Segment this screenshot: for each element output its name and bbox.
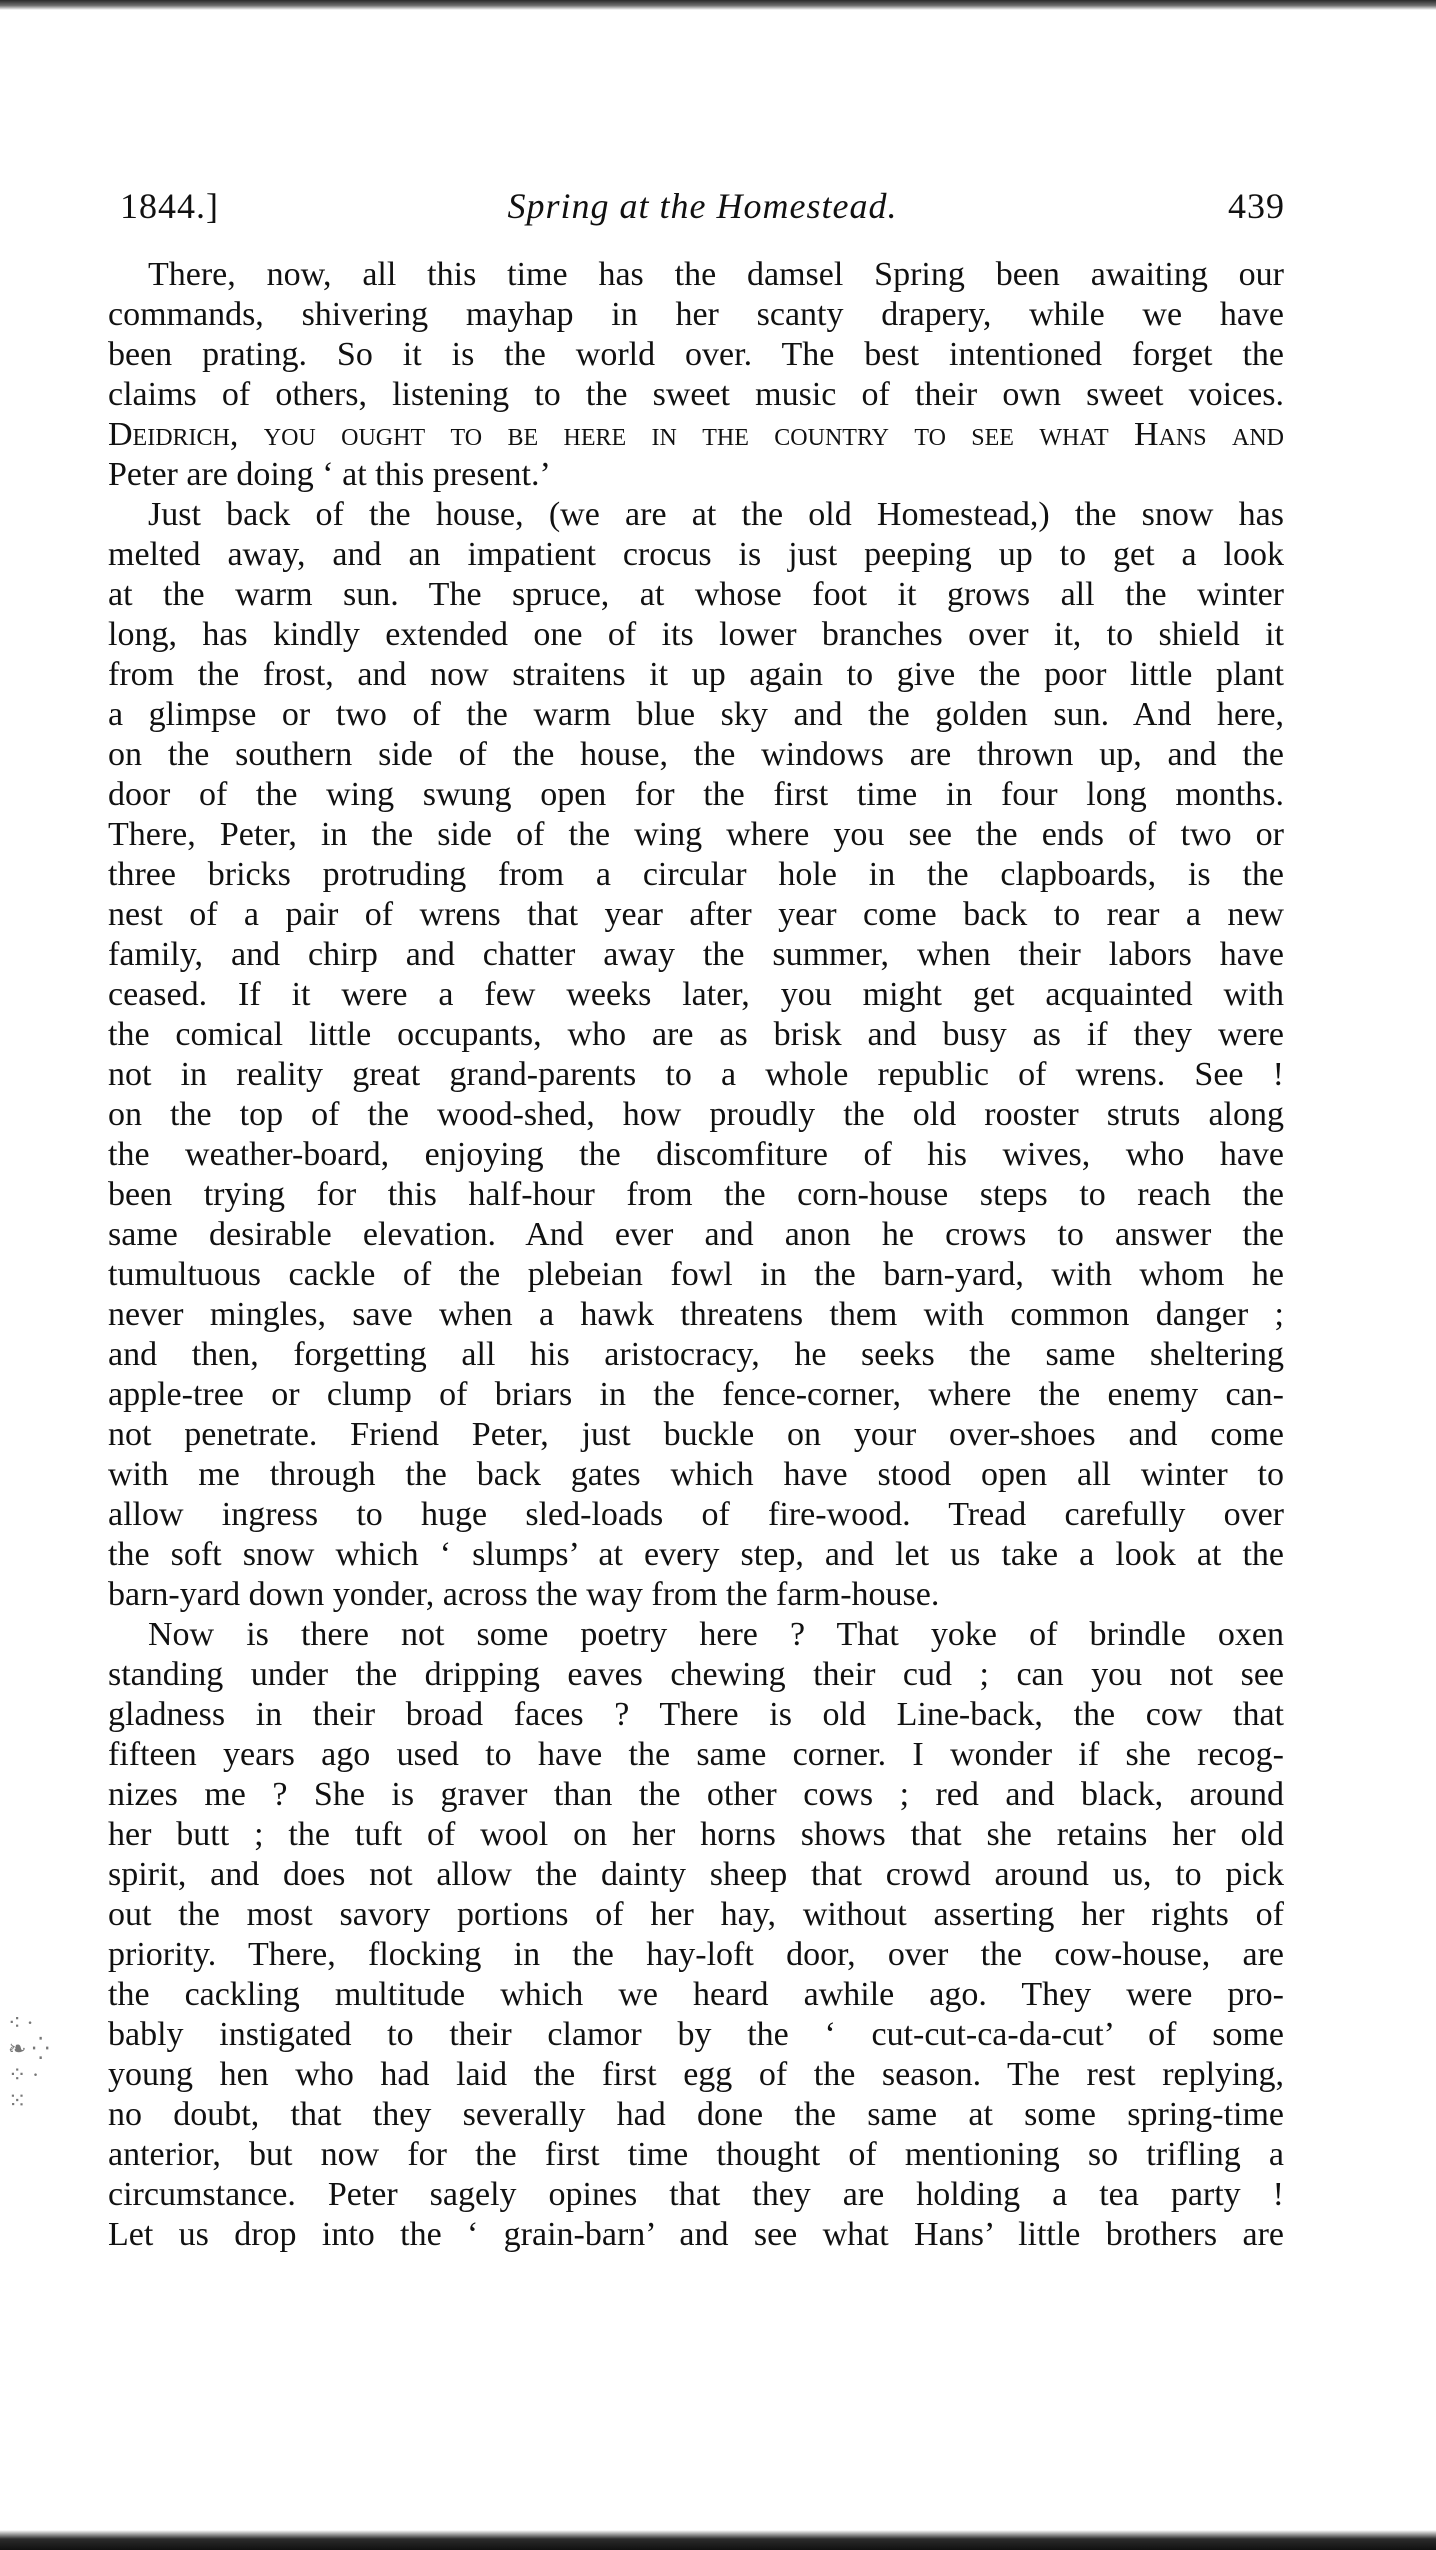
text-line: and then, forgetting all his aristocracy, he seeks the same sheltering	[108, 1336, 1284, 1373]
text-line: never mingles, save when a hawk threatens them with common danger ;	[108, 1296, 1284, 1333]
text-line: door of the wing swung open for the first time in four long months.	[108, 776, 1284, 813]
text-line: gladness in their broad faces ? There is old Line-back, the cow that	[108, 1696, 1284, 1733]
text-line: circumstance. Peter sagely opines that they are holding a tea party !	[108, 2176, 1284, 2213]
text-line: There, Peter, in the side of the wing where you see the ends of two or	[108, 816, 1284, 853]
text-line: from the frost, and now straitens it up again to give the poor little plant	[108, 656, 1284, 693]
text-line: no doubt, that they severally had done the same at some spring-time	[108, 2096, 1284, 2133]
text-line: claims of others, listening to the sweet music of their own sweet voices.	[108, 376, 1284, 413]
text-line: three bricks protruding from a circular hole in the clapboards, is the	[108, 856, 1284, 893]
page-header	[120, 178, 1285, 234]
text-line: on the top of the wood-shed, how proudly the old rooster struts along	[108, 1096, 1284, 1133]
text-line: same desirable elevation. And ever and anon he crows to answer the	[108, 1216, 1284, 1253]
text-line: nizes me ? She is graver than the other cows ; red and black, around	[108, 1776, 1284, 1813]
text-line: Let us drop into the ‘ grain-barn’ and see what Hans’ little brothers are	[108, 2216, 1284, 2253]
top-border-rule	[0, 0, 1436, 10]
text-line: family, and chirp and chatter away the summer, when their labors have	[108, 936, 1284, 973]
text-line: fifteen years ago used to have the same corner. I wonder if she recog-	[108, 1736, 1284, 1773]
text-line: long, has kindly extended one of its lower branches over it, to shield it	[108, 616, 1284, 653]
text-line: Just back of the house, (we are at the old Homestead,) the snow has	[148, 496, 1284, 533]
text-line: young hen who had laid the first egg of the season. The rest replying,	[108, 2056, 1284, 2093]
text-line: bably instigated to their clamor by the ‘ cut-cut-ca-da-cut’ of some	[108, 2016, 1284, 2053]
text-line: been trying for this half-hour from the corn-house steps to reach the	[108, 1176, 1284, 1213]
text-line: apple-tree or clump of briars in the fence-corner, where the enemy can-	[108, 1376, 1284, 1413]
text-line: barn-yard down yonder, across the way from the farm-house.	[108, 1576, 940, 1613]
text-line: nest of a pair of wrens that year after year come back to rear a new	[108, 896, 1284, 933]
text-line: a glimpse or two of the warm blue sky and the golden sun. And here,	[108, 696, 1284, 733]
text-line: spirit, and does not allow the dainty sheep that crowd around us, to pick	[108, 1856, 1284, 1893]
text-line: standing under the dripping eaves chewing their cud ; can you not see	[108, 1656, 1284, 1693]
text-line: There, now, all this time has the damsel Spring been awaiting our	[148, 256, 1284, 293]
text-line: at the warm sun. The spruce, at whose foot it grows all the winter	[108, 576, 1284, 613]
text-line: the weather-board, enjoying the discomfiture of his wives, who have	[108, 1136, 1284, 1173]
text-line: commands, shivering mayhap in her scanty drapery, while we have	[108, 296, 1284, 333]
body-text	[108, 255, 1284, 2255]
text-line: ceased. If it were a few weeks later, you might get acquainted with	[108, 976, 1284, 1013]
text-line: her butt ; the tuft of wool on her horns shows that she retains her old	[108, 1816, 1284, 1853]
text-line: been prating. So it is the world over. The best intentioned forget the	[108, 336, 1284, 373]
text-line: out the most savory portions of her hay, without asserting her rights of	[108, 1896, 1284, 1933]
text-line: anterior, but now for the first time thought of mentioning so trifling a	[108, 2136, 1284, 2173]
running-title: Spring at the Homestead.	[507, 186, 898, 226]
text-line: the cackling multitude which we heard awhile ago. They were pro-	[108, 1976, 1284, 2013]
text-line: not penetrate. Friend Peter, just buckle on your over-shoes and come	[108, 1416, 1284, 1453]
header-year: 1844.]	[120, 186, 219, 226]
text-line: priority. There, flocking in the hay-loft door, over the cow-house, are	[108, 1936, 1284, 1973]
text-line: tumultuous cackle of the plebeian fowl in the barn-yard, with whom he	[108, 1256, 1284, 1293]
text-line: with me through the back gates which have stood open all winter to	[108, 1456, 1284, 1493]
text-line: Peter are doing ‘ at this present.’	[108, 456, 551, 493]
page-number: 439	[1228, 186, 1285, 226]
text-line: Now is there not some poetry here ? That yoke of brindle oxen	[148, 1616, 1284, 1653]
text-line: allow ingress to huge sled-loads of fire-wood. Tread carefully over	[108, 1496, 1284, 1533]
text-line: Deidrich, you ought to be here in the country to see what Hans and	[108, 416, 1284, 453]
text-line: on the southern side of the house, the windows are thrown up, and the	[108, 736, 1284, 773]
text-line: the soft snow which ‘ slumps’ at every step, and let us take a look at the	[108, 1536, 1284, 1573]
margin-ink-marks: ⁖ · ❧ ⁛ ⁘ · ⁙	[8, 2010, 50, 2113]
text-line: not in reality great grand-parents to a whole republic of wrens. See !	[108, 1056, 1284, 1093]
bottom-border-rule	[0, 2530, 1436, 2550]
text-line: the comical little occupants, who are as brisk and busy as if they were	[108, 1016, 1284, 1053]
text-line: melted away, and an impatient crocus is just peeping up to get a look	[108, 536, 1284, 573]
